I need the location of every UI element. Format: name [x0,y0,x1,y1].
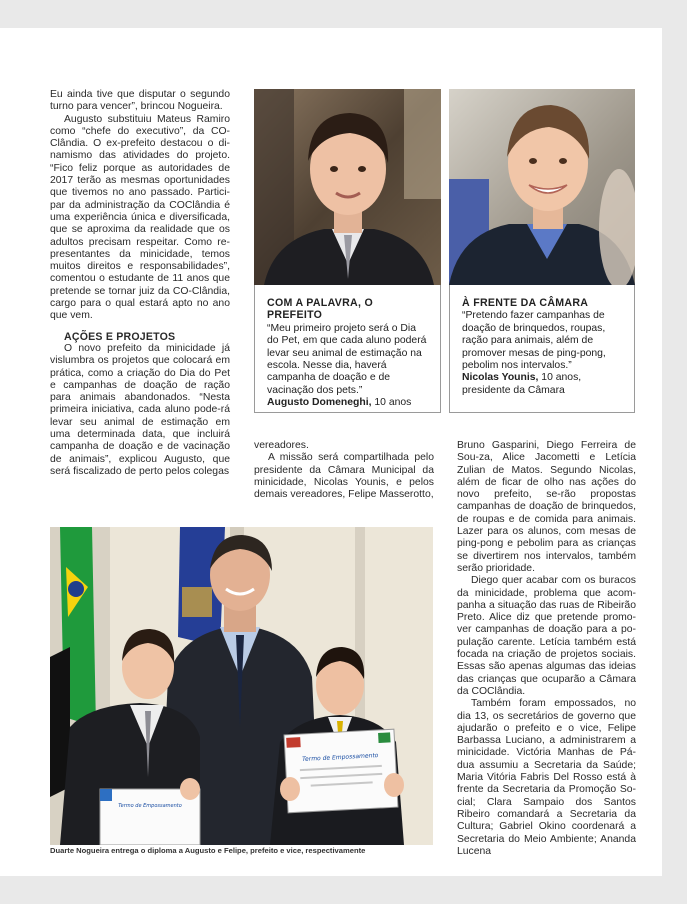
article-column-2 [254,440,434,501]
paragraph: Augusto substituiu Mateus Ramiro como “chefe do executivo”, da CO-Clândia. O ex-prefeito destacou o di-namismo das atividades do projeto. “Fico feliz porque as autoridades de 2017 terão as mesmas oportunidades que tivemos no ano passado. Partici-par da administração da COClândia é uma experiência única e diversificada, que se aproxima da realidade que os adultos precisam respeitar. Como re-presentantes da minicidade, temos muitos direitos e responsabilidades”, comentou o estudante de 11 anos que pretende se tornar juiz da CO-Clândia, cargo para o qual estará apto no ano que vem. [50,113,230,322]
quote-box-title: À FRENTE DA CÂMARA [462,297,589,309]
quote-author-name: Augusto Domeneghi, [267,397,372,409]
certificate-text: Termo de Empossamento [118,803,182,809]
article-column-1 [50,89,230,478]
paragraph: O novo prefeito da minicidade já vislumbra os projetos que colocará em prática, como a criação do Dia do Pet e campanhas de doação de ração para animais abandonados. “Nesta primeira iniciativa, cada aluno pode-rá levar seu animal de estimação em uma determinada data, que incluirá campanha de doação e de vacinação de animais”, explicou Augusto, que será fiscalizado de perto pelos colegas [50,342,230,477]
paragraph: Eu ainda tive que disputar o segundo turno para vencer”, brincou Nogueira. [50,89,230,113]
photo-nicolas-portrait [449,89,635,285]
quote-author-name: Nicolas Younis, [462,372,539,384]
paragraph: Também foram empossados, no dia 13, os secretários de governo que ajudarão o prefeito e o vice, Felipe Barbassa Luciano, a administrarem a minicidade. Victória Manhas de Pá-dua assumiu a Secretaria da Saúde; Maria Vitória Fabris Del Rosso está à frente da Secretaria da Promoção So-cial; Clara Sampaio dos Santos Ribeiro comandará a Secretaria da Cultura; Gabriel Okino coordenará a Secretaria do Meio Ambiente; Ananda Lucena [457,698,636,857]
paragraph: Bruno Gasparini, Diego Ferreira de Sou-za, Alice Jacometti e Letícia Zulian de Matos. Segundo Nicolas, além de ficar de olho nas ações do novo prefeito, se-rão propostas campanhas de doação de brinquedos, de roupas e de comida para animais. Lazer para os alunos, com mesas de ping-pong e pebolim para as crianças se divertirem nos intervalos, também serão prioridade. [457,440,636,574]
quote-author-role: 10 anos, presidente da Câmara [462,372,582,396]
photo-diploma-ceremony [50,527,433,845]
quote-box-prefeito [254,285,441,413]
quote-box-title: COM A PALAVRA, O PREFEITO [267,297,374,322]
photo-caption: Duarte Nogueira entrega o diploma a Augusto e Felipe, prefeito e vice, respectivamente [50,846,366,855]
paragraph: A missão será compartilhada pelo presidente da Câmara Municipal da minicidade, Nicolas Younis, e pelos demais vereadores, Felipe Masserotto, [254,452,434,501]
certificate-text: Termo de Empossamento [301,752,379,764]
quote-box-camara [449,285,635,413]
paragraph: Diego quer acabar com os buracos da minicidade, problema que acom-panha a situação das ruas de Ribeirão Preto. Alice diz que pretende promo-ver campanhas de doação para a po-pulação carente. Letícia também está focada na criação de projetos sociais. Essas são apenas algumas das ideias das crianças que ocuparão a Câmara da COClândia. [457,575,636,697]
quote-text: “Meu primeiro projeto será o Dia do Pet, em que cada aluno poderá levar seu animal de estimação na escola. Nesse dia, haverá campanha de doação e de vacinação dos pets.” [267,322,427,396]
quote-text: “Pretendo fazer campanhas de doação de brinquedos, roupas, ração para animais, além de promover mesas de ping-pong, pebolim nos intervalos.” [462,310,606,372]
article-column-3 [457,440,636,858]
paragraph: vereadores. [254,440,309,451]
quote-author-role: 10 anos [371,397,412,409]
photo-augusto-portrait [254,89,441,285]
section-heading: AÇÕES E PROJETOS [64,330,176,343]
